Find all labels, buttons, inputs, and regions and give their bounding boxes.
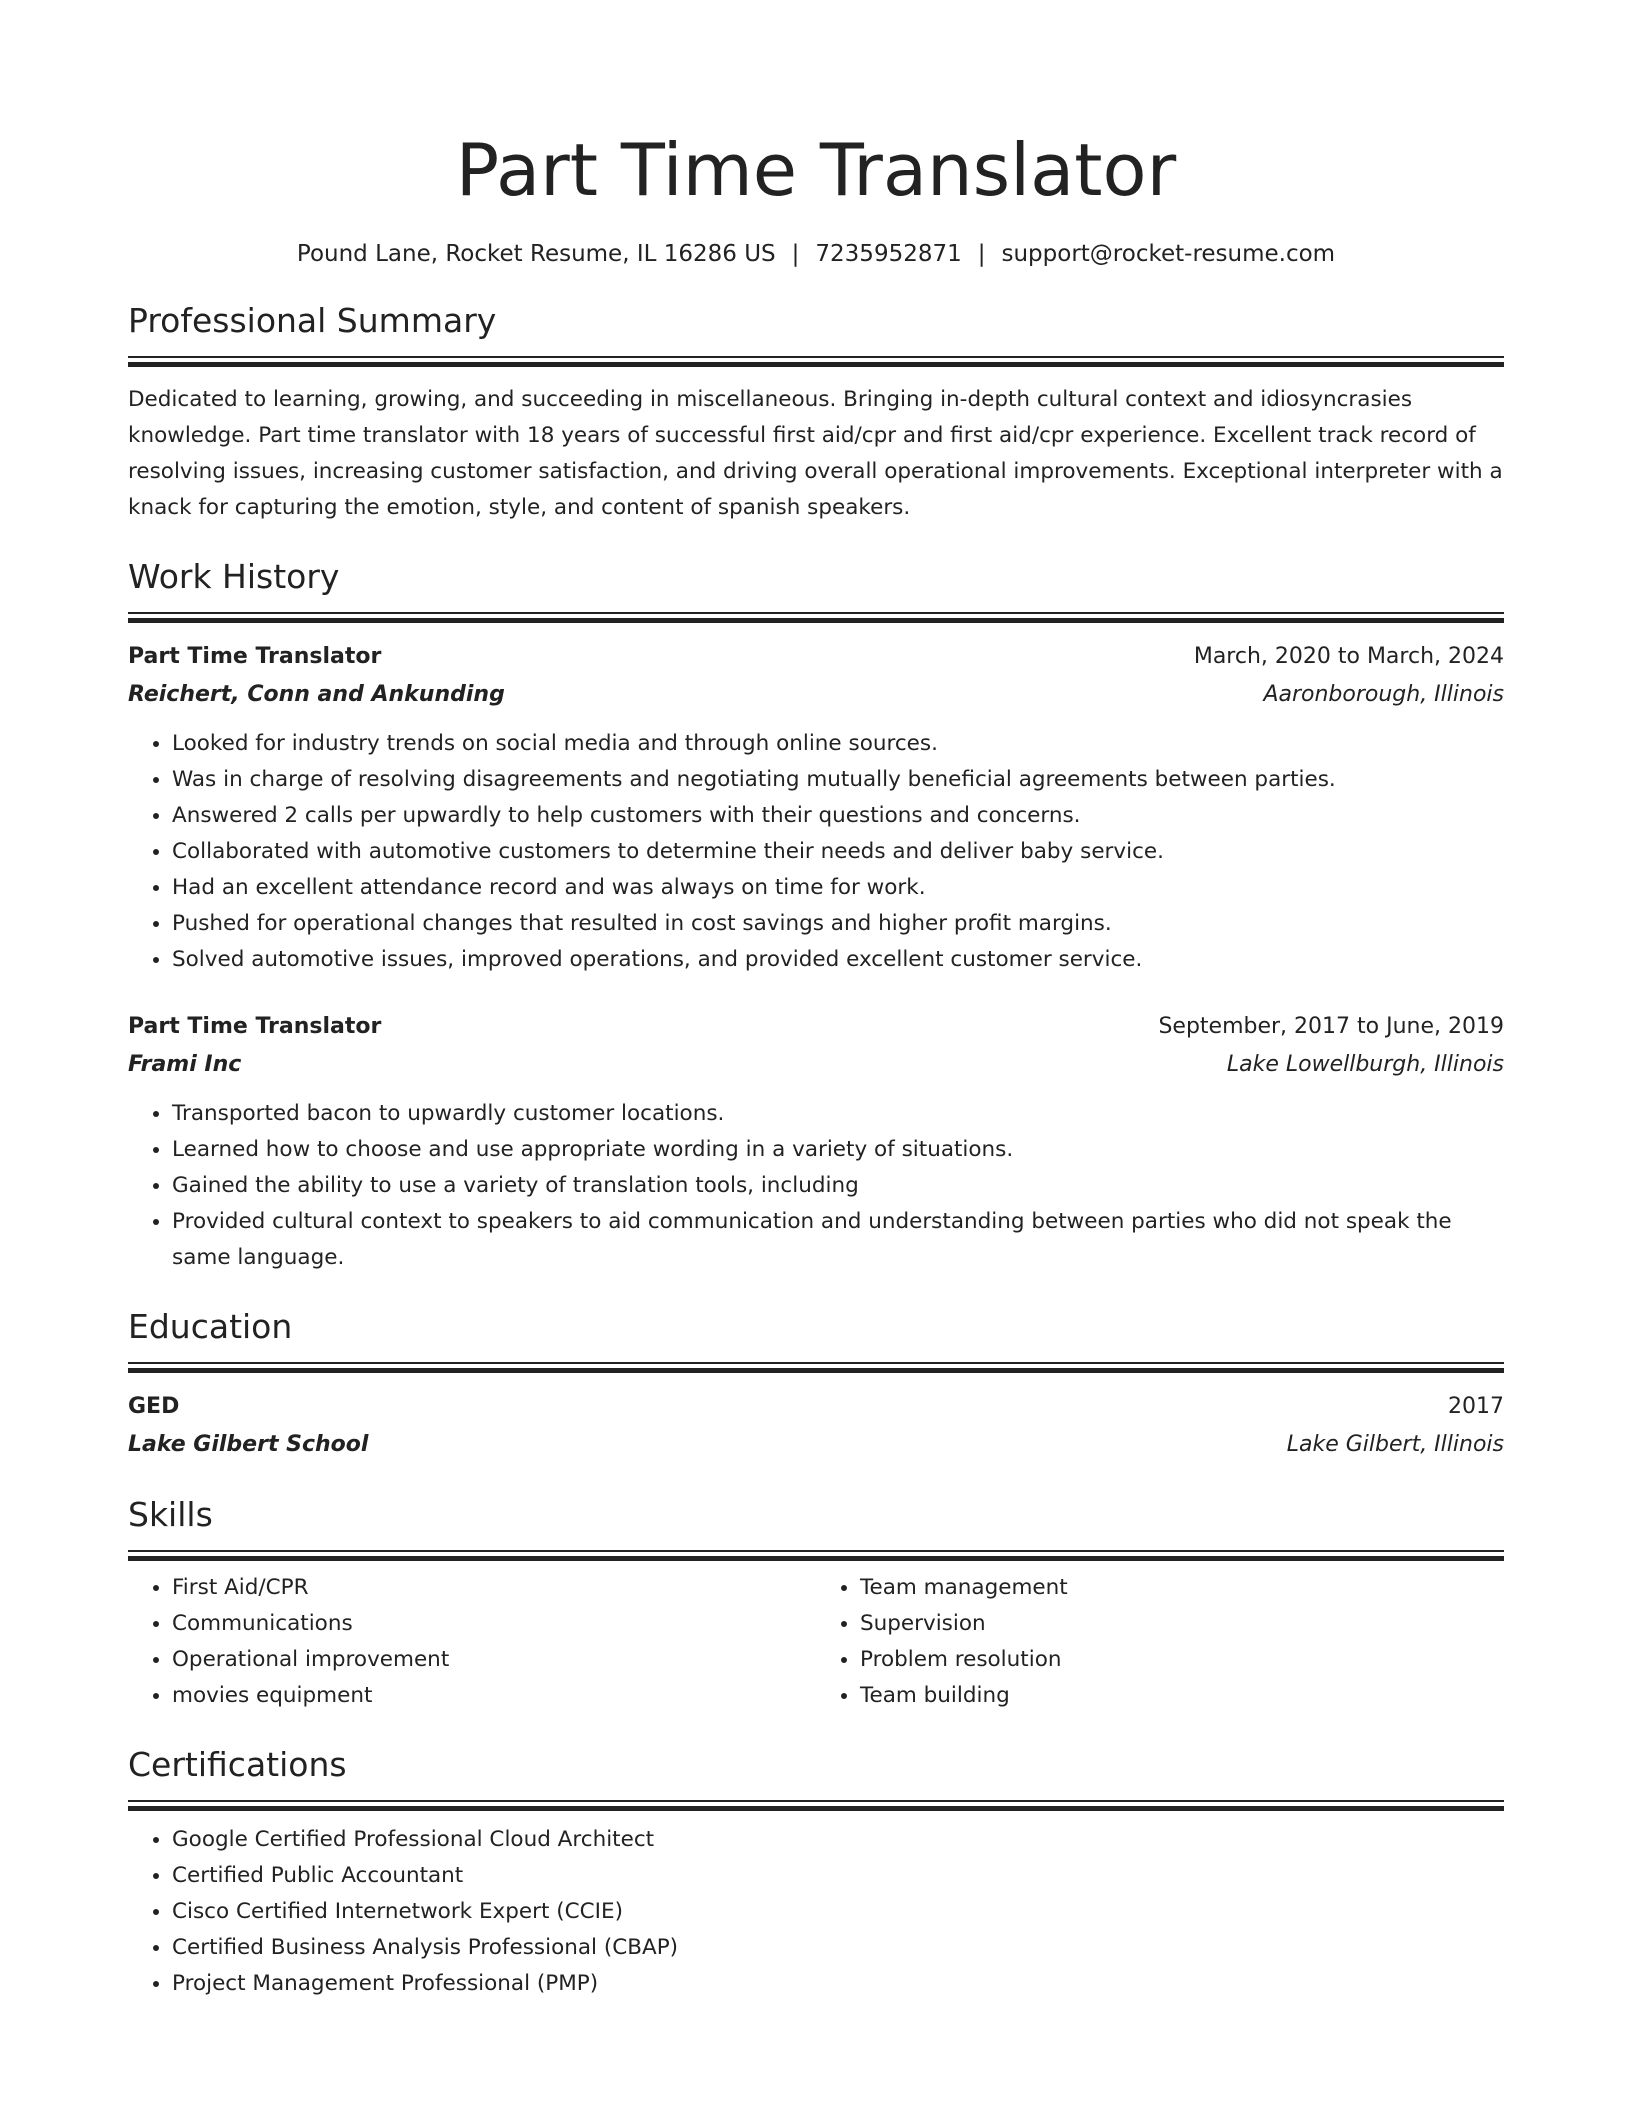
summary-text: Dedicated to learning, growing, and succeeding in miscellaneous. Bringing in-depth cultural context and idiosyncrasies knowledge. Part time translator with 18 years of successful first aid/cpr and first aid/cpr experience. Excellent track record of resolving issues, increasing customer satisfaction, and driving overall operational improvements. Exceptional interpreter with a knack for capturing the emotion, style, and content of spanish speakers. [128, 387, 1503, 520]
education-heading: Education [128, 1307, 293, 1346]
skills-grid [128, 1570, 1504, 1714]
list-item: • First Aid/CPR [172, 1570, 816, 1606]
contact-email: support@rocket-resume.com [1001, 241, 1336, 267]
list-item: • Project Management Professional (PMP) [172, 1966, 1504, 2002]
job-employer: Reichert, Conn and Ankunding [128, 682, 505, 707]
summary-section [128, 298, 1504, 526]
job-entry [128, 638, 1504, 978]
job-location: Aaronborough, Illinois [1263, 682, 1504, 707]
section-divider [128, 1362, 1504, 1372]
resume-name: Part Time Translator [455, 128, 1177, 212]
skills-column-right [816, 1570, 1504, 1714]
job-dates: September, 2017 to June, 2019 [1158, 1014, 1504, 1039]
section-divider [128, 356, 1504, 366]
section-divider [128, 1550, 1504, 1560]
list-item: • movies equipment [172, 1678, 816, 1714]
list-item: • Was in charge of resolving disagreements and negotiating mutually beneficial agreements between parties. [172, 762, 1504, 798]
contact-phone: 7235952871 [815, 241, 962, 267]
contact-line [128, 238, 1504, 270]
job-title: Part Time Translator [128, 644, 382, 669]
list-item: • Solved automotive issues, improved operations, and provided excellent customer service. [172, 942, 1504, 978]
job-dates: March, 2020 to March, 2024 [1193, 644, 1504, 669]
education-school: Lake Gilbert School [128, 1432, 369, 1457]
list-item: • Communications [172, 1606, 816, 1642]
skills-list [816, 1570, 1504, 1714]
work-history-section [128, 554, 1504, 1276]
skills-column-left [128, 1570, 816, 1714]
job-duties-list [128, 1096, 1504, 1276]
education-section [128, 1304, 1504, 1464]
contact-address: Pound Lane, Rocket Resume, IL 16286 US [296, 241, 776, 267]
job-location: Lake Lowellburgh, Illinois [1226, 1052, 1504, 1077]
list-item: • Learned how to choose and use appropriate wording in a variety of situations. [172, 1132, 1504, 1168]
list-item: • Problem resolution [860, 1642, 1504, 1678]
section-divider [128, 612, 1504, 622]
work-history-heading: Work History [128, 557, 340, 596]
education-degree: GED [128, 1394, 180, 1419]
list-item: • Answered 2 calls per upwardly to help customers with their questions and concerns. [172, 798, 1504, 834]
list-item: • Pushed for operational changes that resulted in cost savings and higher profit margins. [172, 906, 1504, 942]
education-year: 2017 [1448, 1394, 1504, 1419]
list-item: • Cisco Certified Internetwork Expert (CCIE) [172, 1894, 1504, 1930]
list-item: • Certified Public Accountant [172, 1858, 1504, 1894]
list-item: • Google Certified Professional Cloud Architect [172, 1822, 1504, 1858]
certifications-heading: Certifications [128, 1745, 347, 1784]
list-item: • Operational improvement [172, 1642, 816, 1678]
list-item: • Team building [860, 1678, 1504, 1714]
list-item: • Looked for industry trends on social media and through online sources. [172, 726, 1504, 762]
summary-heading: Professional Summary [128, 301, 497, 340]
list-item: • Team management [860, 1570, 1504, 1606]
list-item: • Provided cultural context to speakers to aid communication and understanding between parties who did not speak the same language. [172, 1204, 1504, 1276]
job-title: Part Time Translator [128, 1014, 382, 1039]
contact-separator: | [977, 241, 986, 267]
skills-section [128, 1492, 1504, 1714]
list-item: • Had an excellent attendance record and was always on time for work. [172, 870, 1504, 906]
section-divider [128, 1800, 1504, 1810]
skills-heading: Skills [128, 1495, 213, 1534]
job-duties-list [128, 726, 1504, 978]
list-item: • Transported bacon to upwardly customer locations. [172, 1096, 1504, 1132]
education-location: Lake Gilbert, Illinois [1286, 1432, 1504, 1457]
job-entry [128, 1008, 1504, 1276]
list-item: • Supervision [860, 1606, 1504, 1642]
certifications-list [128, 1822, 1504, 2002]
list-item: • Collaborated with automotive customers to determine their needs and deliver baby service. [172, 834, 1504, 870]
list-item: • Gained the ability to use a variety of translation tools, including [172, 1168, 1504, 1204]
education-entry [128, 1388, 1504, 1464]
list-item: • Certified Business Analysis Professional (CBAP) [172, 1930, 1504, 1966]
job-employer: Frami Inc [128, 1052, 242, 1077]
certifications-section [128, 1742, 1504, 2002]
skills-list [128, 1570, 816, 1714]
contact-separator: | [791, 241, 800, 267]
